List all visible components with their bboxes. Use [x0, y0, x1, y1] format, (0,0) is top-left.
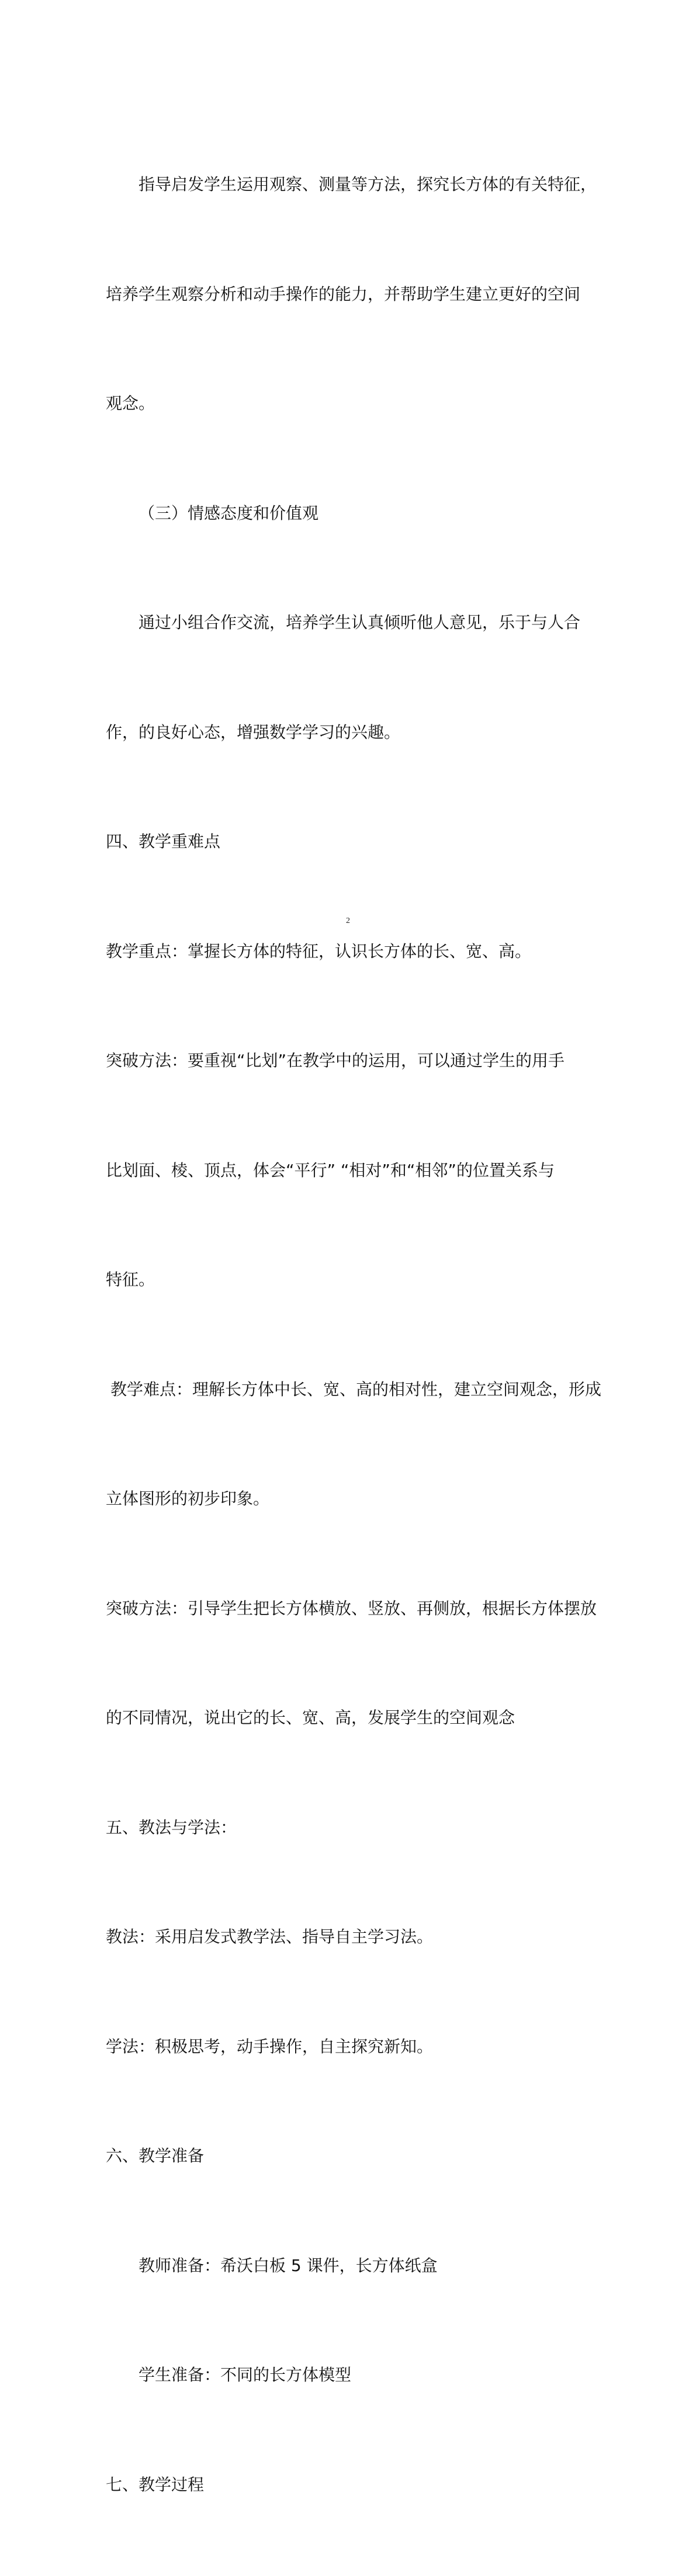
paragraph-line: 教师准备：希沃白板 5 课件，长方体纸盒 — [138, 2255, 438, 2275]
paragraph-line: 突破方法：引导学生把长方体横放、竖放、再侧放，根据长方体摆放 — [106, 1598, 597, 1618]
section-heading: 六、教学准备 — [106, 2146, 205, 2165]
section-heading: 七、教学过程 — [106, 2474, 205, 2494]
paragraph-line: 立体图形的初步印象。 — [106, 1489, 270, 1508]
document-body — [106, 93, 602, 2576]
paragraph-line: 作，的良好心态，增强数学学习的兴趣。 — [106, 722, 401, 742]
paragraph-line: 教学重点：掌握长方体的特征，认识长方体的长、宽、高。 — [106, 941, 532, 961]
paragraph-line: 通过小组合作交流，培养学生认真倾听他人意见，乐于与人合 — [138, 613, 581, 632]
paragraph-line: 的不同情况，说出它的长、宽、高，发展学生的空间观念 — [106, 1708, 515, 1727]
section-subheading: （三）情感态度和价值观 — [138, 503, 319, 523]
paragraph-line: 指导启发学生运用观察、测量等方法，探究长方体的有关特征， — [138, 175, 597, 194]
page-number: 2 — [346, 916, 350, 925]
paragraph-line: 比划面、棱、顶点，体会“平行” “相对”和“相邻”的位置关系与 — [106, 1160, 555, 1180]
paragraph-line: 观念。 — [106, 394, 155, 413]
paragraph-line: 学生准备：不同的长方体模型 — [138, 2365, 352, 2384]
paragraph-line: 特征。 — [106, 1270, 155, 1289]
section-heading: 四、教学重难点 — [106, 832, 221, 851]
paragraph-line: 培养学生观察分析和动手操作的能力，并帮助学生建立更好的空间 — [106, 284, 581, 304]
section-heading: 五、教法与学法： — [106, 1817, 237, 1837]
paragraph-line: 教学难点：理解长方体中长、宽、高的相对性，建立空间观念，形成 — [110, 1379, 602, 1399]
paragraph-line: 突破方法：要重视“比划”在教学中的运用，可以通过学生的用手 — [106, 1051, 565, 1070]
paragraph-line: 学法：积极思考，动手操作，自主探究新知。 — [106, 2036, 434, 2056]
paragraph-line: 教法：采用启发式教学法、指导自主学习法。 — [106, 1927, 434, 1946]
